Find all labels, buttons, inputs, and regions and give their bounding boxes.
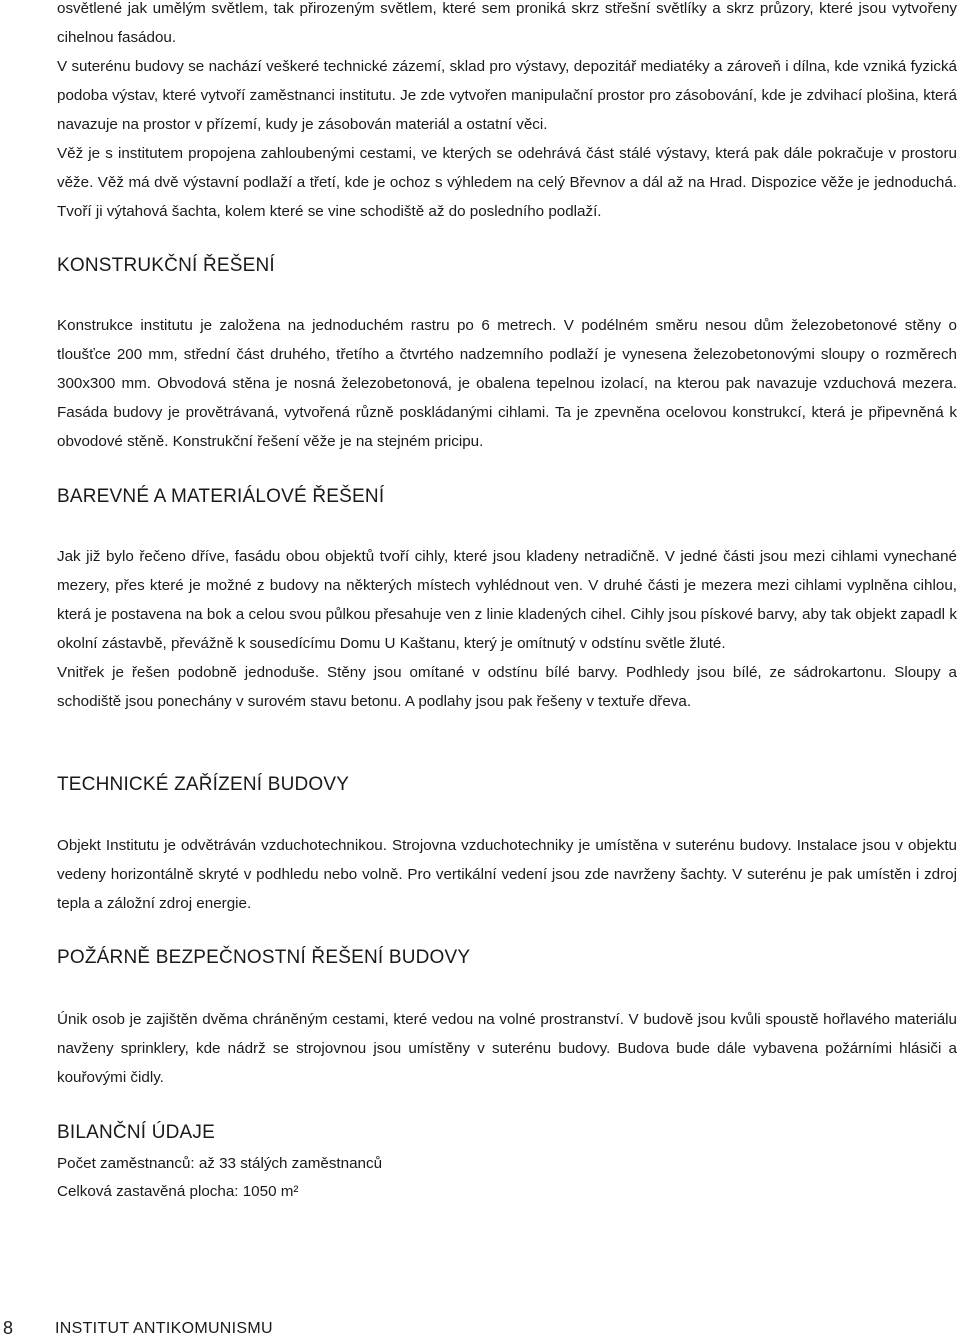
barevne-paragraph-1: Jak již bylo řečeno dříve, fasádu obou objektů tvoří cihly, které jsou kladeny netradičně. V jedné části jsou mezi cihlami vynechané mezery, přes které je možné z budovy na některých místech vyhlédnout ven. V druhé části je mezera mezi cihlami vyplněna cihlou, která je postavena na bok a celou svou půlkou přesahuje ven z linie kladených cihel. Cihly jsou pískové barvy, aby tak objekt zapadl k okolní zástavbě, převážně k sousedícímu Domu U Kaštanu, který je omítnutý v odstínu světle žluté.	[57, 548, 957, 652]
intro-paragraph-3: Věž je s institutem propojena zahloubenými cestami, ve kterých se odehrává část stálé výstavy, která pak dále pokračuje v prostoru věže. Věž má dvě výstavní podlaží a třetí, kde je ochoz s výhledem na celý Břevnov a dál až na Hrad. Dispozice věže je jednoduchá. Tvoří ji výtahová šachta, kolem které se vine schodiště až do posledního podlaží.	[57, 145, 957, 220]
bilance-line-employees: Počet zaměstnanců: až 33 stálých zaměstnanců	[57, 1155, 383, 1172]
section-pozarni-reseni	[57, 1005, 957, 1092]
section-konstrukcni-reseni	[57, 311, 957, 456]
pozarni-paragraph: Únik osob je zajištěn dvěma chráněným cestami, které vedou na volné prostranství. V budově jsou kvůli spoustě hořlavého materiálu navženy sprinklery, kde nádrž se strojovnou jsou umístěny v suterénu budovy. Budova bude dále vybavena požárními hlásiči a kouřovými čidly.	[57, 1011, 957, 1086]
technicke-paragraph: Objekt Institutu je odvětráván vzduchotechnikou. Strojovna vzduchotechniky je umístěna v suterénu budovy. Instalace jsou v objektu vedeny horizontálně skryté v podhledu nebo volně. Pro vertikální vedení jsou zde navrženy šachty. V suterénu je pak umístěn i zdroj tepla a záložní zdroj energie.	[57, 837, 957, 912]
heading-technicke-zarizeni: TECHNICKÉ ZAŘÍZENÍ BUDOVY	[57, 774, 350, 795]
page-number: 8	[3, 1318, 14, 1338]
konstrukce-paragraph: Konstrukce institutu je založena na jednoduchém rastru po 6 metrech. V podélném směru nesou dům železobetonové stěny o tloušťce 200 mm, střední část druhého, třetího a čtvrtého nadzemního podlaží je vynesena železobetonovými sloupy o rozměrech 300x300 mm. Obvodová stěna je nosná železobetonová, je obalena tepelnou izolací, na kterou pak navazuje vzduchová mezera. Fasáda budovy je provětrávaná, vytvořená různě poskládanými cihlami. Ta je zpevněna ocelovou konstrukcí, která je připevněná k obvodové stěně. Konstrukční řešení věže je na stejném pricipu.	[57, 317, 957, 450]
barevne-paragraph-2: Vnitřek je řešen podobně jednoduše. Stěny jsou omítané v odstínu bílé barvy. Podhledy jsou bílé, ze sádrokartonu. Sloupy a schodiště jsou ponechány v surovém stavu betonu. A podlahy jsou pak řešeny v textuře dřeva.	[57, 664, 957, 710]
heading-barevne-reseni: BAREVNÉ A MATERIÁLOVÉ ŘEŠENÍ	[57, 486, 385, 507]
intro-paragraph-2: V suterénu budovy se nachází veškeré technické zázemí, sklad pro výstavy, depozitář mediatéky a zároveň i dílna, kde vzniká fyzická podoba výstav, které vytvoří zaměstnanci institutu. Je zde vytvořen manipulační prostor pro zásobování, kde je zdvihací plošina, která navazuje na prostor v přízemí, kudy je zásobován materiál a ostatní věci.	[57, 58, 957, 133]
heading-bilancni-udaje: BILANČNÍ ÚDAJE	[57, 1122, 216, 1143]
section-barevne-reseni	[57, 542, 957, 716]
bilance-line-area: Celková zastavěná plocha: 1050 m²	[57, 1183, 299, 1200]
intro-text	[57, 0, 957, 226]
section-technicke-zarizeni	[57, 831, 957, 918]
heading-konstrukcni-reseni: KONSTRUKČNÍ ŘEŠENÍ	[57, 255, 275, 276]
heading-pozarni-reseni: POŽÁRNĚ BEZPEČNOSTNÍ ŘEŠENÍ BUDOVY	[57, 947, 471, 968]
intro-paragraph-1: osvětlené jak umělým světlem, tak přirozeným světlem, které sem proniká skrz střešní světlíky a skrz průzory, které jsou vytvořeny cihelnou fasádou.	[57, 0, 957, 46]
footer-title: INSTITUT ANTIKOMUNISMU	[55, 1320, 273, 1337]
section-bilancni-udaje	[57, 1150, 957, 1206]
